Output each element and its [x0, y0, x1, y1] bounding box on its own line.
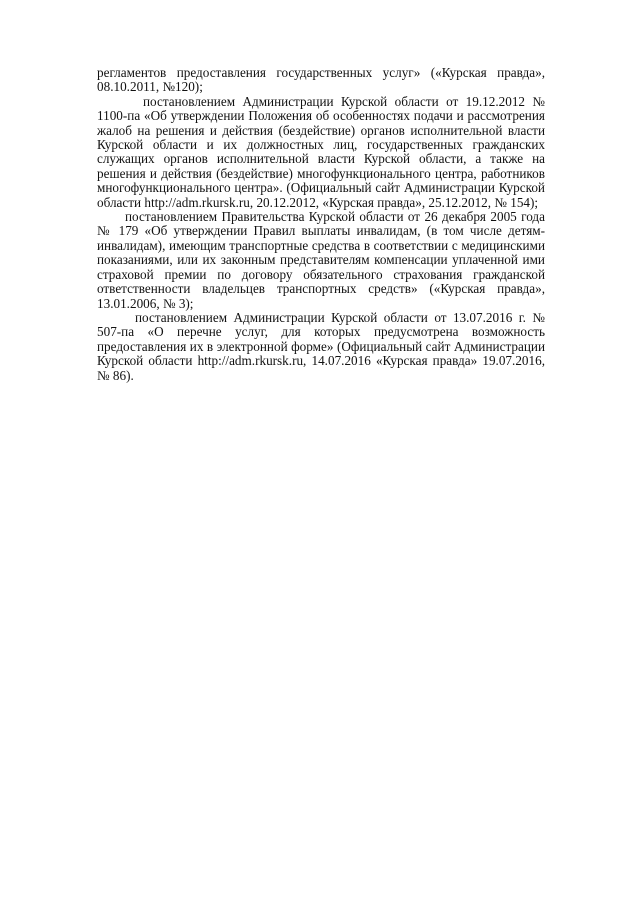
paragraph-decree-507-pa: постановлением Администрации Курской области от 13.07.2016 г. № 507-па «О перечне услуг, для которых предусмотрена возможность предоставления их в электронной форме» (Официальный сайт Администрации Курской области http://adm.rkursk.ru, 14.07.2016 «Курская правда» 19.07.2016, № 86).: [97, 309, 545, 383]
paragraph-regulations-continuation: регламентов предоставления государственных услуг» («Курская правда», 08.10.2011, №120);: [97, 65, 545, 95]
paragraph-decree-179: постановлением Правительства Курской области от 26 декабря 2005 года № 179 «Об утверждении Правил выплаты инвалидам, (в том числе детям-инвалидам), имеющим транспортные средства в соответствии с медицинскими показаниями, или их законным представителям компенсации уплаченной ими страховой премии по договору обязательного страхования гражданской ответственности владельцев транспортных средств» («Курская правда», 13.01.2006, № 3);: [97, 209, 545, 311]
paragraph-decree-1100-pa: постановлением Администрации Курской области от 19.12.2012 № 1100-па «Об утверждении Положения об особенностях подачи и рассмотрения жалоб на решения и действия (бездействие) органов исполнительной власти Курской области и их должностных лиц, государственных гражданских служащих органов исполнительной власти Курской области, а также на решения и действия (бездействие) многофункционального центра, работников многофункционального центра». (Официальный сайт Администрации Курской области http://adm.rkursk.ru, 20.12.2012, «Курская правда», 25.12.2012, № 154);: [97, 93, 545, 210]
document-page: [97, 66, 545, 383]
